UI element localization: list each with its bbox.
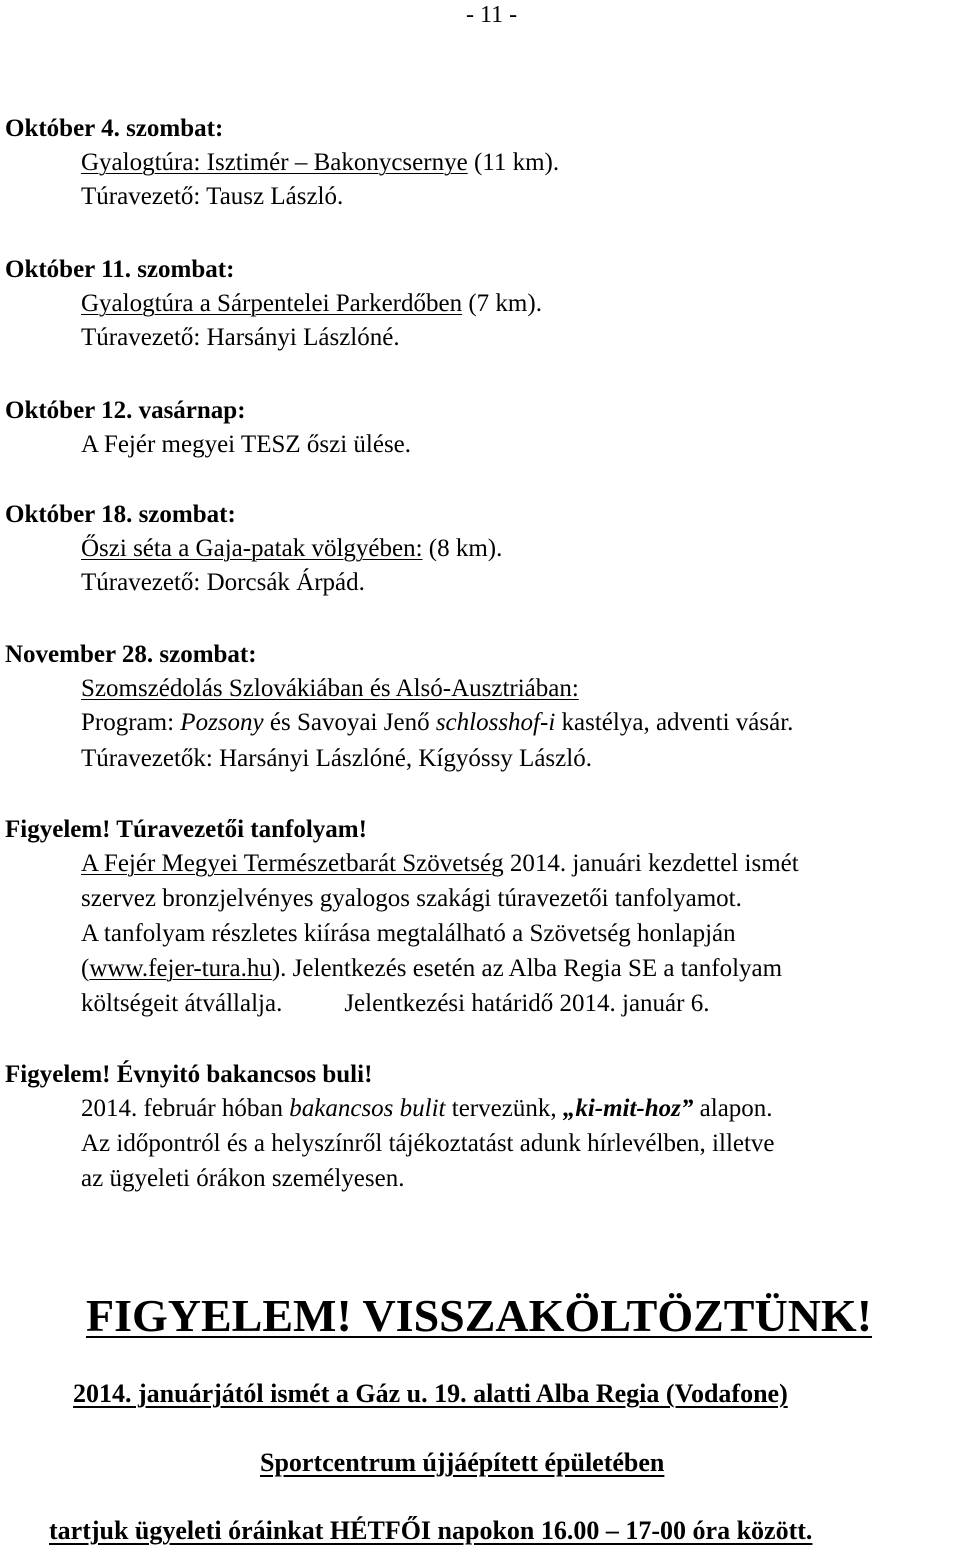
notice-line [81, 1092, 773, 1126]
announcement-line: Sportcentrum újjáépített épületében [260, 1448, 665, 1477]
event-guide: Túravezető: Dorcsák Árpád. [81, 569, 365, 596]
event-title [81, 146, 559, 180]
event-heading: November 28. szombat: [5, 641, 257, 668]
event-title-text: Gyalogtúra a Sárpentelei Parkerdőben [81, 290, 463, 317]
paren-open: ( [81, 955, 90, 982]
program-place: Pozsony [180, 709, 264, 736]
program-mid: és Savoyai Jenő [263, 709, 436, 736]
party-motto: „ki-mit-hoz” [562, 1095, 694, 1122]
notice-line: az ügyeleti órákon személyesen. [81, 1165, 405, 1192]
event-heading: Október 11. szombat: [5, 256, 235, 283]
notice-line [81, 847, 799, 881]
notice-deadline: Jelentkezési határidő 2014. január 6. [344, 990, 710, 1017]
event-heading: Október 18. szombat: [5, 501, 236, 528]
event-title-text: Szomszédolás Szlovákiában és Alsó-Ausztriában: [81, 675, 579, 702]
event-guide: Túravezetők: Harsányi Lászlóné, Kígyóssy László. [81, 745, 592, 772]
event-title [81, 672, 579, 706]
event-title: A Fejér megyei TESZ őszi ülése. [81, 431, 412, 458]
notice-line: Az időpontról és a helyszínről tájékoztatást adunk hírlevélben, illetve [81, 1130, 775, 1157]
program-prefix: Program: [81, 709, 181, 736]
program-suffix: kastélya, adventi vásár. [555, 709, 794, 736]
event-title [81, 287, 542, 321]
announcement-line: 2014. januárjától ismét a Gáz u. 19. alatti Alba Regia (Vodafone) [73, 1379, 788, 1408]
event-guide: Túravezető: Tausz László. [81, 183, 344, 210]
page-number: - 11 - [466, 2, 518, 28]
notice-line-rest: ). Jelentkezés esetén az Alba Regia SE a tanfolyam [271, 955, 783, 982]
event-distance: (11 km). [467, 149, 560, 176]
notice-line-rest: 2014. januári kezdettel ismét [503, 850, 799, 877]
party-name: bakancsos bulit [289, 1095, 446, 1122]
event-title-text: Gyalogtúra: Isztimér – Bakonycsernye [81, 149, 468, 176]
event-distance: (7 km). [462, 290, 542, 317]
party-plan: tervezünk, [445, 1095, 563, 1122]
event-heading: Október 12. vasárnap: [5, 397, 246, 424]
event-distance: (8 km). [422, 535, 503, 562]
event-title [81, 532, 502, 566]
notice-line [81, 952, 782, 986]
website-link[interactable]: www.fejer-tura.hu [89, 955, 272, 982]
notice-cost: költségeit átvállalja. [81, 990, 283, 1017]
announcement-title: FIGYELEM! VISSZAKÖLTÖZTÜNK! [86, 1290, 873, 1341]
notice-heading: Figyelem! Túravezetői tanfolyam! [5, 816, 367, 843]
party-basis: alapon. [693, 1095, 773, 1122]
org-name: A Fejér Megyei Természetbarát Szövetség [81, 850, 504, 877]
event-guide: Túravezető: Harsányi Lászlóné. [81, 324, 400, 351]
notice-heading: Figyelem! Évnyitó bakancsos buli! [5, 1061, 373, 1088]
notice-line: szervez bronzjelvényes gyalogos szakági túravezetői tanfolyamot. [81, 885, 742, 912]
party-date: 2014. február hóban [81, 1095, 290, 1122]
event-title-text: Őszi séta a Gaja-patak völgyében: [81, 535, 423, 562]
program-castle: schlosshof-i [435, 709, 556, 736]
event-heading: Október 4. szombat: [5, 115, 224, 142]
announcement-line: tartjuk ügyeleti óráinkat HÉTFŐI napokon 16.00 – 17-00 óra között. [49, 1516, 813, 1545]
event-program [81, 706, 793, 740]
notice-line [81, 987, 709, 1021]
notice-line: A tanfolyam részletes kiírása megtalálható a Szövetség honlapján [81, 920, 736, 947]
